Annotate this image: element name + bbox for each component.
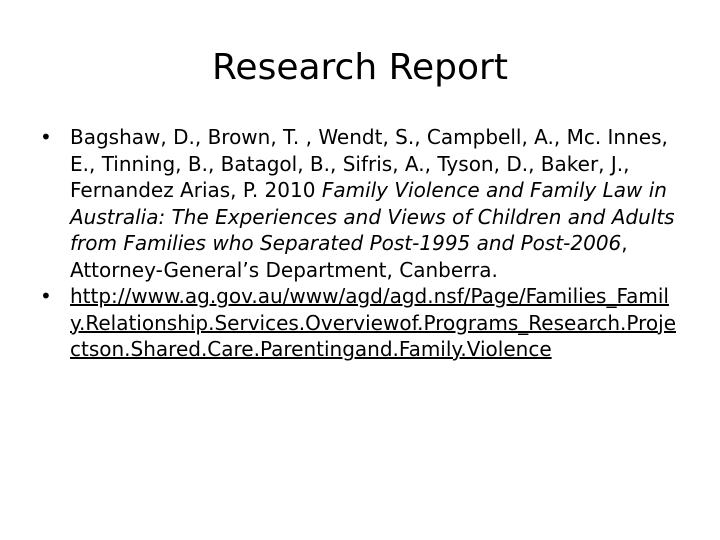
reference-bullet <box>34 124 684 283</box>
reference-authors: Bagshaw, D., Brown, T. , Wendt, S., Campbell, A., Mc. Innes, E., Tinning, B., Batagol, B., Sifris, A., Tyson, D., Baker, J., Fernandez Arias, P. 2010 <box>70 125 668 202</box>
bullet-list <box>34 124 684 363</box>
bullet-icon <box>34 283 70 310</box>
reference-publisher: , Attorney-General’s Department, Canberra. <box>70 231 628 282</box>
reference-title: Family Violence and Family Law in Australia: The Experiences and Views of Children and Adults from Families who Separated Post-1995 and Post-2006 <box>70 178 675 255</box>
slide-title: Research Report <box>212 47 508 88</box>
link-bullet <box>34 283 684 363</box>
bullet-icon <box>34 124 70 151</box>
reference-text <box>70 125 675 282</box>
research-report-link[interactable]: http://www.ag.gov.au/www/agd/agd.nsf/Page/Families_Family.Relationship.Services.Overviewof.Programs_Research.Projectson.Shared.Care.Parentingand.Family.Violence <box>70 284 676 361</box>
